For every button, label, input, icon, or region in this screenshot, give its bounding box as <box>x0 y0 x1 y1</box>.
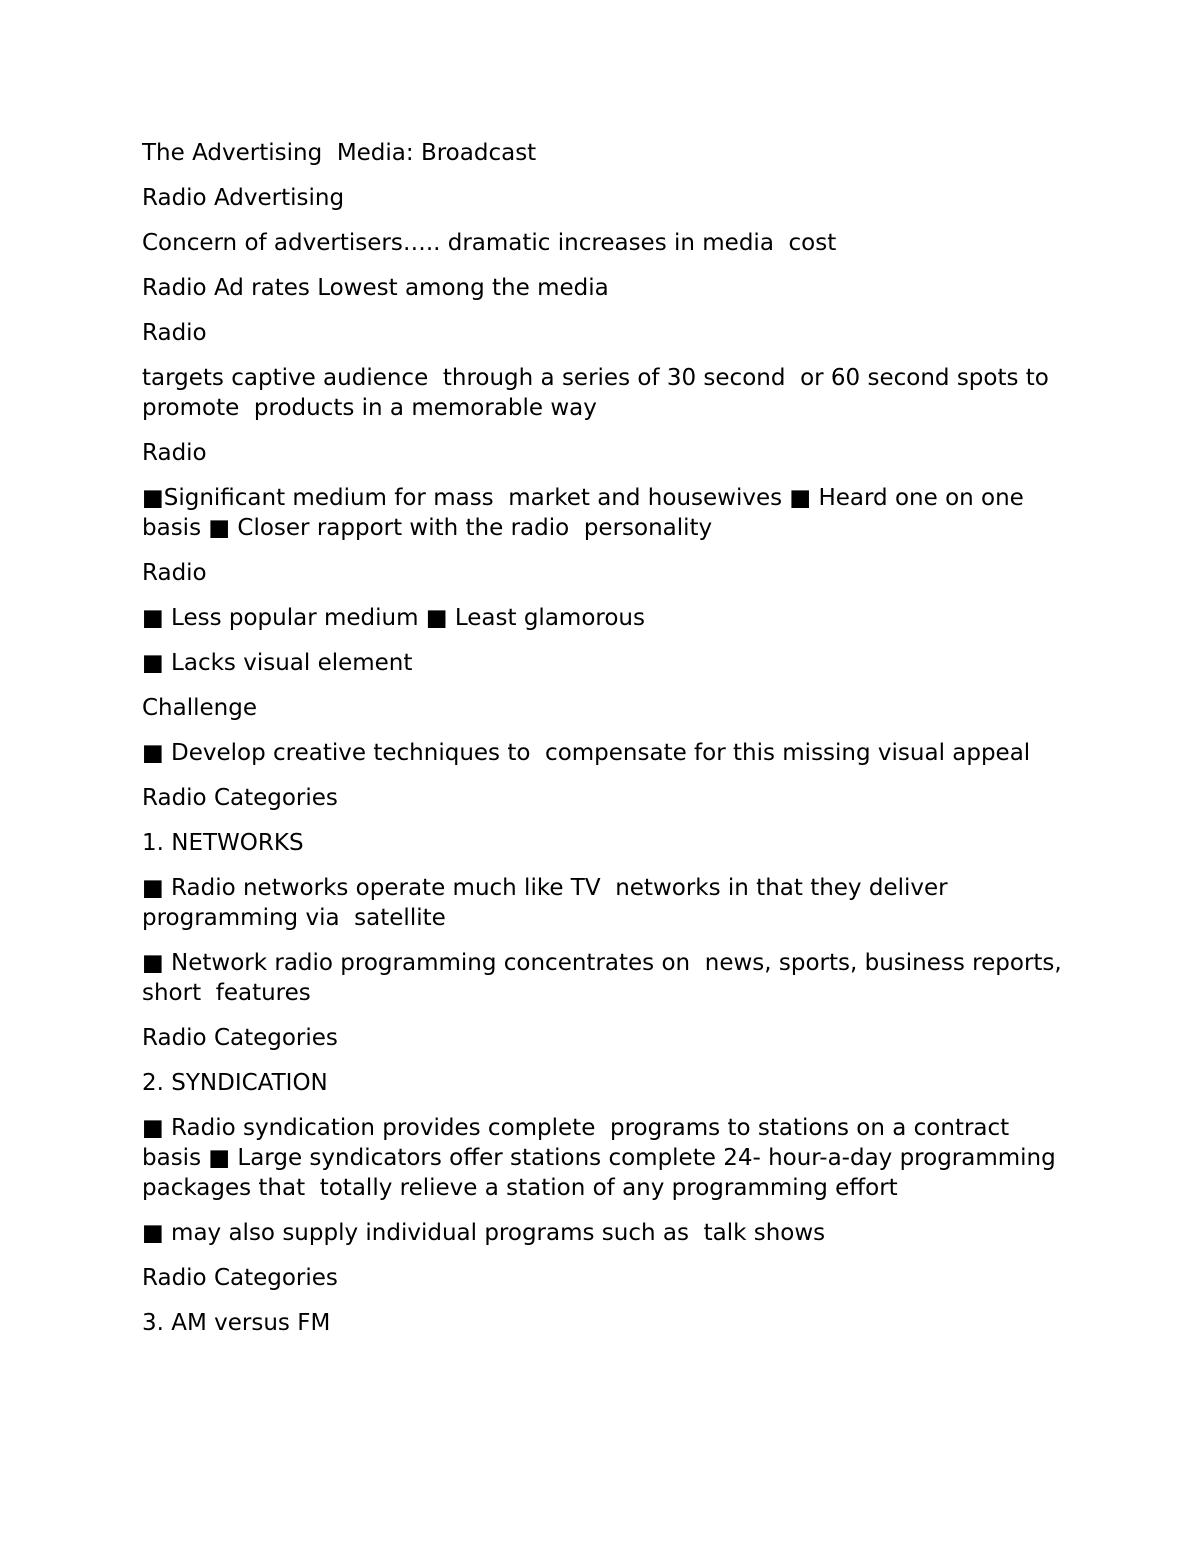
document-title: The Advertising Media: Broadcast <box>142 140 537 166</box>
paragraph: targets captive audience through a series of 30 second or 60 second spots to promote products in a memorable way <box>142 365 1057 421</box>
section-heading: Challenge <box>142 695 257 721</box>
numbered-heading: 3. AM versus FM <box>142 1310 331 1336</box>
paragraph: Radio Ad rates Lowest among the media <box>142 275 609 301</box>
section-heading: Radio Categories <box>142 785 338 811</box>
numbered-heading: 2. SYNDICATION <box>142 1070 328 1096</box>
numbered-heading: 1. NETWORKS <box>142 830 304 856</box>
section-heading: Radio Advertising <box>142 185 345 211</box>
section-heading: Radio <box>142 440 207 466</box>
section-heading: Radio <box>142 320 207 346</box>
bullet-paragraph: ■ Network radio programming concentrates on news, sports, business reports, short features <box>142 950 1070 1006</box>
section-heading: Radio <box>142 560 207 586</box>
bullet-paragraph: ■ may also supply individual programs such as talk shows <box>142 1220 826 1246</box>
document-page <box>142 138 1070 1353</box>
bullet-paragraph: ■ Lacks visual element <box>142 650 413 676</box>
paragraph: Concern of advertisers….. dramatic increases in media cost <box>142 230 837 256</box>
bullet-paragraph: ■Significant medium for mass market and housewives ■ Heard one on one basis ■ Closer rapport with the radio personality <box>142 485 1032 541</box>
bullet-paragraph: ■ Radio networks operate much like TV networks in that they deliver programming via satellite <box>142 875 955 931</box>
bullet-paragraph: ■ Develop creative techniques to compensate for this missing visual appeal <box>142 740 1031 766</box>
section-heading: Radio Categories <box>142 1265 338 1291</box>
section-heading: Radio Categories <box>142 1025 338 1051</box>
bullet-paragraph: ■ Radio syndication provides complete programs to stations on a contract basis ■ Large syndicators offer stations complete 24- hour-a-day programming packages that totally relieve a station of any programming effort <box>142 1115 1064 1201</box>
bullet-paragraph: ■ Less popular medium ■ Least glamorous <box>142 605 645 631</box>
